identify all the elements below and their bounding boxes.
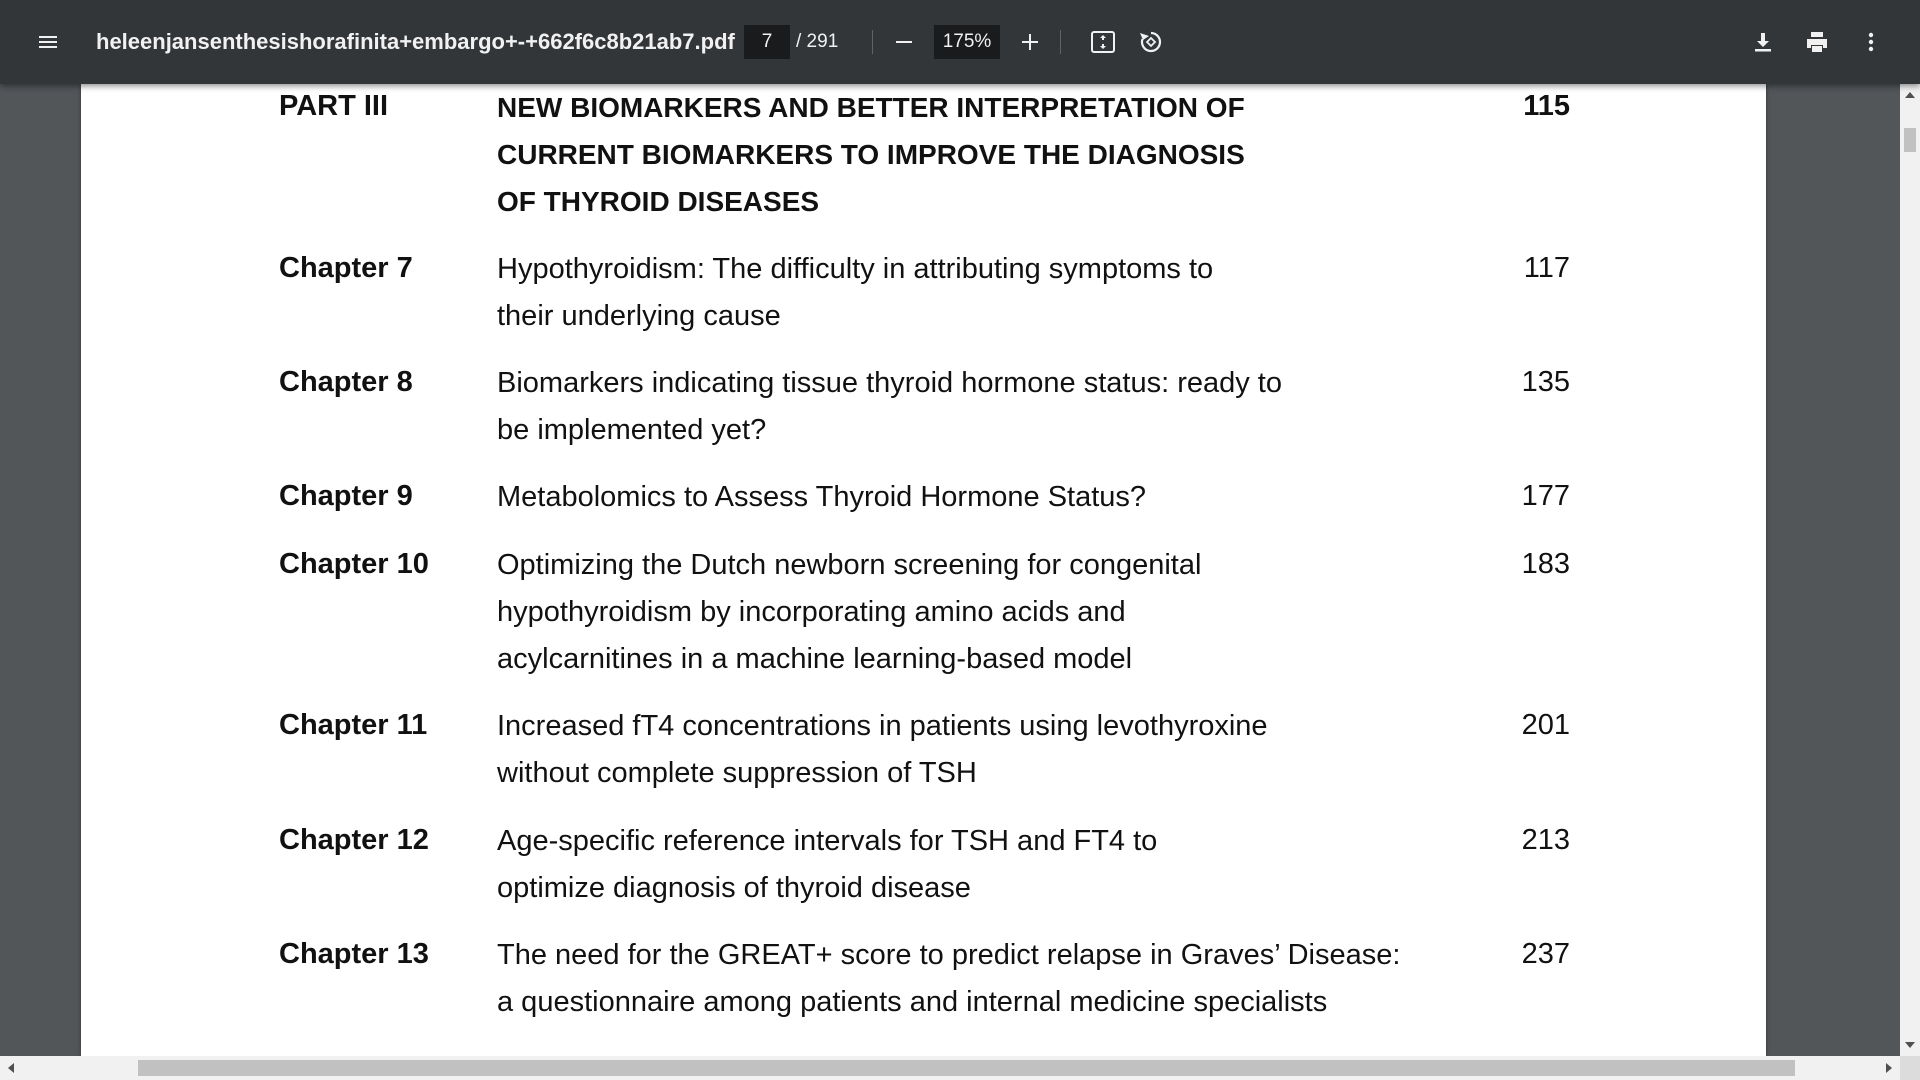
part-title: [497, 84, 1397, 225]
scroll-right-arrow-icon[interactable]: [1886, 1063, 1892, 1073]
part-title-line: CURRENT BIOMARKERS TO IMPROVE THE DIAGNOSIS: [497, 139, 1245, 170]
fit-page-button[interactable]: [1079, 18, 1127, 66]
zoom-out-icon: [892, 30, 916, 54]
chapter-title: [497, 542, 1397, 683]
horizontal-scrollbar[interactable]: [0, 1056, 1900, 1080]
chapter-page-number: 135: [1521, 366, 1570, 398]
chapter-title: [497, 932, 1497, 1026]
page-total: / 291: [796, 31, 839, 52]
document-title: heleenjansenthesishorafinita+embargo+-+662f6c8b21ab7.pdf: [96, 29, 735, 54]
chapter-page-number: 201: [1521, 709, 1570, 741]
scroll-up-arrow-icon[interactable]: [1905, 92, 1915, 98]
chapter-title-line: hypothyroidism by incorporating amino acids and: [497, 596, 1126, 628]
chapter-title-line: be implemented yet?: [497, 414, 767, 446]
chapter-title-line: a questionnaire among patients and internal medicine specialists: [497, 986, 1328, 1018]
chapter-title-line: acylcarnitines in a machine learning-based model: [497, 643, 1133, 675]
chapter-title: [497, 818, 1397, 912]
chapter-label: Chapter 9: [279, 480, 413, 512]
toolbar-divider: [872, 30, 873, 54]
chapter-page-number: 213: [1521, 824, 1570, 856]
part-title-line: OF THYROID DISEASES: [497, 186, 820, 217]
zoom-level-input[interactable]: [934, 25, 1000, 59]
print-icon: [1803, 28, 1831, 56]
part-page-number: 115: [1523, 90, 1570, 122]
rotate-icon: [1137, 28, 1165, 56]
chapter-title-line: Optimizing the Dutch newborn screening for congenital: [497, 549, 1202, 581]
chapter-label: Chapter 11: [279, 709, 428, 741]
chapter-title: [497, 474, 1397, 521]
chapter-label: Chapter 10: [279, 548, 429, 580]
zoom-in-icon: [1018, 30, 1042, 54]
chapter-title: [497, 360, 1397, 454]
pdf-page: [81, 84, 1766, 1056]
scroll-down-arrow-icon[interactable]: [1905, 1042, 1915, 1048]
chapter-label: Chapter 12: [279, 824, 429, 856]
chapter-page-number: 177: [1521, 480, 1570, 512]
chapter-title-line: Biomarkers indicating tissue thyroid hormone status: ready to: [497, 367, 1282, 399]
more-options-icon: [1859, 30, 1883, 54]
more-options-button[interactable]: [1847, 18, 1895, 66]
chapter-page-number: 117: [1523, 252, 1570, 284]
scrollbar-corner: [1900, 1056, 1920, 1080]
chapter-label: Chapter 7: [279, 252, 413, 284]
chapter-title-line: without complete suppression of TSH: [497, 757, 977, 789]
chapter-page-number: 237: [1521, 938, 1570, 970]
scroll-left-arrow-icon[interactable]: [8, 1063, 14, 1073]
chapter-label: Chapter 13: [279, 938, 429, 970]
rotate-button[interactable]: [1127, 18, 1175, 66]
chapter-title: [497, 246, 1397, 340]
part-label: PART III: [279, 90, 389, 122]
zoom-in-button[interactable]: [1006, 18, 1054, 66]
chapter-title-line: Metabolomics to Assess Thyroid Hormone Status?: [497, 481, 1147, 513]
zoom-out-button[interactable]: [880, 18, 928, 66]
chapter-title-line: Increased fT4 concentrations in patients using levothyroxine: [497, 710, 1268, 742]
page-number-input[interactable]: [744, 25, 790, 59]
toolbar-divider: [1060, 30, 1061, 54]
chapter-title-line: Age-specific reference intervals for TSH and FT4 to: [497, 825, 1158, 857]
download-button[interactable]: [1739, 18, 1787, 66]
print-button[interactable]: [1793, 18, 1841, 66]
part-title-line: NEW BIOMARKERS AND BETTER INTERPRETATION OF: [497, 92, 1245, 123]
chapter-label: Chapter 8: [279, 366, 413, 398]
chapter-title-line: their underlying cause: [497, 300, 781, 332]
chapter-title: [497, 703, 1397, 797]
download-icon: [1750, 29, 1776, 55]
pdf-viewer[interactable]: [0, 84, 1900, 1056]
horizontal-scroll-thumb[interactable]: [138, 1060, 1795, 1076]
vertical-scroll-thumb[interactable]: [1904, 128, 1916, 152]
chapter-page-number: 183: [1521, 548, 1570, 580]
pdf-toolbar: [0, 0, 1920, 84]
chapter-title-line: optimize diagnosis of thyroid disease: [497, 872, 971, 904]
chapter-title-line: The need for the GREAT+ score to predict relapse in Graves’ Disease:: [497, 939, 1401, 971]
fit-page-icon: [1089, 28, 1117, 56]
vertical-scrollbar[interactable]: [1900, 84, 1920, 1056]
menu-icon[interactable]: [24, 18, 72, 66]
chapter-title-line: Hypothyroidism: The difficulty in attributing symptoms to: [497, 253, 1214, 285]
